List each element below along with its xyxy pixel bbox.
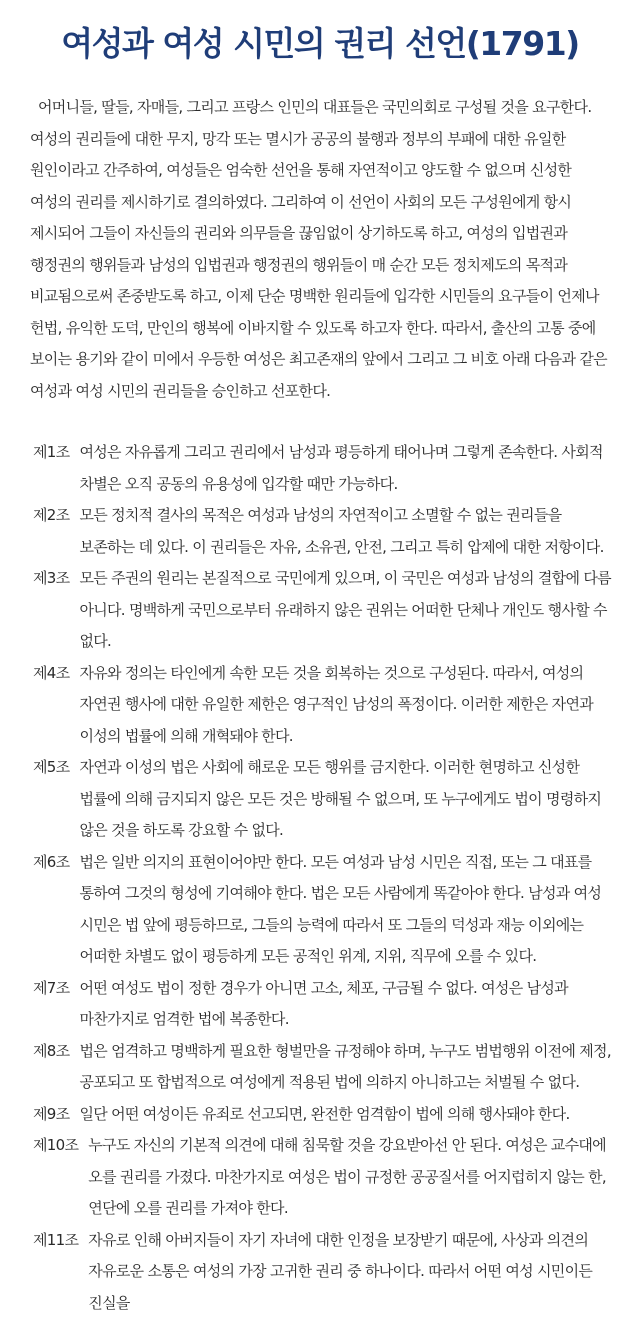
article-text: 일단 어떤 여성이든 유죄로 선고되면, 완전한 엄격함이 법에 의해 행사돼야 한다. (79, 1099, 620, 1131)
article-number: 제2조 (33, 500, 79, 563)
article-item (33, 1225, 620, 1319)
article-text: 자연과 이성의 법은 사회에 해로운 모든 행위를 금지한다. 이러한 현명하고 신성한 법률에 의해 금지되지 않은 모든 것은 방해될 수 없으며, 또 누구에게도 법이 명령하지 않은 것을 하도록 강요할 수 없다. (79, 752, 620, 847)
article-item (33, 1099, 620, 1131)
article-item (33, 752, 620, 847)
article-item (33, 1130, 620, 1225)
article-number: 제10조 (33, 1130, 88, 1225)
article-item (33, 563, 620, 658)
article-text: 법은 엄격하고 명백하게 필요한 형벌만을 규정해야 하며, 누구도 범법행위 이전에 제정, 공포되고 또 합법적으로 여성에게 적용된 법에 의하지 아니하고는 처벌될 수 없다. (79, 1036, 620, 1099)
article-item (33, 437, 620, 500)
article-item (33, 973, 620, 1036)
article-item (33, 500, 620, 563)
article-number: 제9조 (33, 1099, 79, 1131)
preamble-paragraph: 어머니들, 딸들, 자매들, 그리고 프랑스 인민의 대표들은 국민의회로 구성될 것을 요구한다. 여성의 권리들에 대한 무지, 망각 또는 멸시가 공공의 불행과 정부의 부패에 대한 유일한 원인이라고 간주하여, 여성들은 엄숙한 선언을 통해 자연적이고 양도할 수 없으며 신성한 여성의 권리를 제시하기로 결의하였다. 그리하여 이 선언이 사회의 모든 구성원에게 항시 제시되어 그들이 자신들의 권리와 의무들을 끊임없이 상기하도록 하고, 여성의 입법권과 행정권의 행위들과 남성의 입법권과 행정권의 행위들이 매 순간 모든 정치제도의 목적과 비교됨으로써 존중받도록 하고, 이제 단순 명백한 원리들에 입각한 시민들의 요구들이 언제나 헌법, 유익한 도덕, 만인의 행복에 이바지할 수 있도록 하고자 한다. 따라서, 출산의 고통 중에 보이는 용기와 같이 미에서 우등한 여성은 최고존재의 앞에서 그리고 그 비호 아래 다음과 같은 여성과 여성 시민의 권리들을 승인하고 선포한다. (30, 92, 616, 407)
article-text: 모든 주권의 원리는 본질적으로 국민에게 있으며, 이 국민은 여성과 남성의 결합에 다름 아니다. 명백하게 국민으로부터 유래하지 않은 권위는 어떠한 단체나 개인도 행사할 수 없다. (79, 563, 620, 658)
article-number: 제8조 (33, 1036, 79, 1099)
article-item (33, 847, 620, 973)
article-number: 제5조 (33, 752, 79, 847)
article-text: 여성은 자유롭게 그리고 권리에서 남성과 평등하게 태어나며 그렇게 존속한다. 사회적 차별은 오직 공동의 유용성에 입각할 때만 가능하다. (79, 437, 620, 500)
article-number: 제11조 (33, 1225, 88, 1319)
article-number: 제6조 (33, 847, 79, 973)
article-text: 어떤 여성도 법이 정한 경우가 아니면 고소, 체포, 구금될 수 없다. 여성은 남성과 마찬가지로 엄격한 법에 복종한다. (79, 973, 620, 1036)
article-number: 제4조 (33, 658, 79, 753)
article-item (33, 658, 620, 753)
article-item (33, 1036, 620, 1099)
article-text: 자유와 정의는 타인에게 속한 모든 것을 회복하는 것으로 구성된다. 따라서, 여성의 자연권 행사에 대한 유일한 제한은 영구적인 남성의 폭정이다. 이러한 제한은 자연과 이성의 법률에 의해 개혁돼야 한다. (79, 658, 620, 753)
document-title: 여성과 여성 시민의 권리 선언(1791) (0, 0, 640, 78)
article-text: 모든 정치적 결사의 목적은 여성과 남성의 자연적이고 소멸할 수 없는 권리들을 보존하는 데 있다. 이 권리들은 자유, 소유권, 안전, 그리고 특히 압제에 대한 저항이다. (79, 500, 620, 563)
article-number: 제7조 (33, 973, 79, 1036)
article-list (33, 437, 620, 1319)
article-number: 제1조 (33, 437, 79, 500)
article-text: 법은 일반 의지의 표현이어야만 한다. 모든 여성과 남성 시민은 직접, 또는 그 대표를 통하여 그것의 형성에 기여해야 한다. 법은 모든 사람에게 똑같아야 한다. 남성과 여성 시민은 법 앞에 평등하므로, 그들의 능력에 따라서 또 그들의 덕성과 재능 이외에는 어떠한 차별도 없이 평등하게 모든 공적인 위계, 지위, 직무에 오를 수 있다. (79, 847, 620, 973)
article-text: 누구도 자신의 기본적 의견에 대해 침묵할 것을 강요받아선 안 된다. 여성은 교수대에 오를 권리를 가졌다. 마찬가지로 여성은 법이 규정한 공공질서를 어지럽히지 않는 한, 연단에 오를 권리를 가져야 한다. (88, 1130, 620, 1225)
article-number: 제3조 (33, 563, 79, 658)
article-text: 자유로 인해 아버지들이 자기 자녀에 대한 인정을 보장받기 때문에, 사상과 의견의 자유로운 소통은 여성의 가장 고귀한 권리 중 하나이다. 따라서 어떤 여성 시민이든 진실을 (88, 1225, 620, 1319)
